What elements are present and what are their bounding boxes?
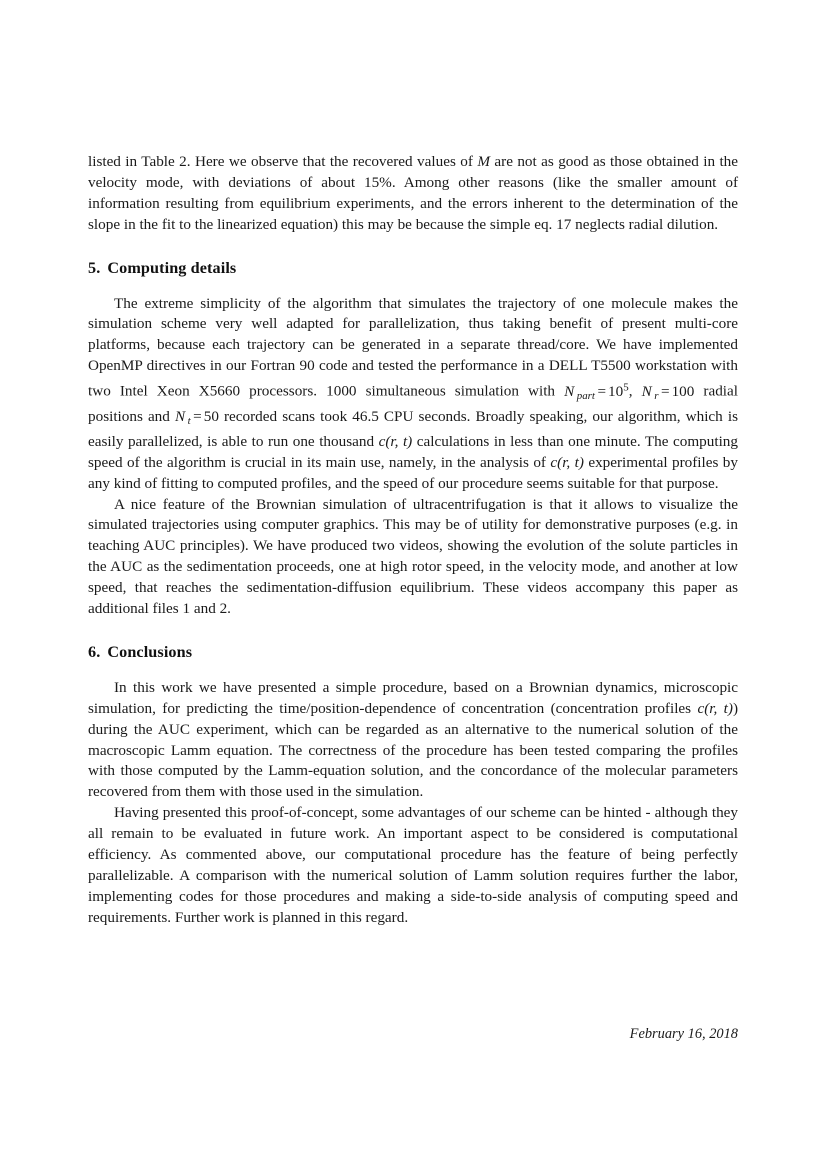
page-text-column xyxy=(88,152,738,929)
paragraph-text-segment: radial positions and xyxy=(88,382,738,425)
math-exponent: 5 xyxy=(623,381,629,394)
math-expression-concentration-2: c(r, t) xyxy=(550,453,584,471)
section-number: 6. xyxy=(88,642,101,661)
paragraph-computing-performance xyxy=(88,294,738,495)
paragraph-text-segment: listed in Table 2. Here we observe that the recovered values of xyxy=(88,153,478,170)
paragraph-text-segment: In this work we have presented a simple procedure, based on a Brownian dynamics, microscopic simulation, for predicting the time/position-dependence of concentration (concentration profiles xyxy=(88,678,738,717)
paragraph-text-segment: recorded scans took 46.5 CPU seconds. Broadly speaking, our algorithm, which is easily parallelized, is able to run one thousand xyxy=(88,407,738,450)
math-subscript: r xyxy=(654,389,659,402)
math-expression-n-r xyxy=(642,383,695,400)
paragraph-conclusions-summary xyxy=(88,678,738,803)
math-operator: = xyxy=(660,382,670,400)
spacer xyxy=(88,663,738,678)
math-variable-M: M xyxy=(477,153,490,170)
spacer xyxy=(88,620,738,642)
math-value: 100 xyxy=(671,382,695,400)
document-date: February 16, 2018 xyxy=(629,1026,738,1042)
section-title: Conclusions xyxy=(107,642,193,661)
section-heading-computing-details xyxy=(88,258,738,279)
section-heading-conclusions xyxy=(88,642,738,663)
math-symbol: N xyxy=(174,407,186,425)
math-symbol: N xyxy=(564,382,575,400)
paragraph-text-segment: are not as good as those obtained in the velocity mode, with deviations of about 15%. Among other reasons (like the smaller amount of information resulting from equilibrium experiments, and the errors inherent to the determination of the slope in the fit to the linearized equation) this may be because the simple eq. 17 neglects radial dilution. xyxy=(88,153,738,233)
paragraph-text-segment: , xyxy=(628,382,642,400)
paragraph-continuation-table2 xyxy=(88,152,738,236)
math-expression-concentration-3: c(r, t) xyxy=(697,699,733,717)
paragraph-text-segment: calculations in less than one minute. The computing speed of the algorithm is crucial in its main use, namely, in the analysis of xyxy=(88,432,738,471)
math-value-base: 10 xyxy=(608,382,624,400)
paragraph-text-segment: ) during the AUC experiment, which can be regarded as an alternative to the numerical solution of the macroscopic Lamm equation. The correctness of the procedure has been tested comparing the profiles with those computed by the Lamm-equation solution, and the concordance of the molecular parameters recovered from them with those used in the simulation. xyxy=(88,699,738,801)
section-title: Computing details xyxy=(107,258,237,277)
paragraph-text-segment: experimental profiles by any kind of fitting to computed profiles, and the speed of our procedure seems suitable for that purpose. xyxy=(88,453,738,492)
math-operator: = xyxy=(597,382,607,400)
paragraph-text-segment: The extreme simplicity of the algorithm that simulates the trajectory of one molecule makes the simulation scheme very well adapted for parallelization, thus taking benefit of present multi-core platforms, because each trajectory can be generated in a separate thread/core. We have implemented OpenMP directives in our Fortran 90 code and tested the performance in a DELL T5500 workstation with two Intel Xeon X5660 processors. 1000 simultaneous simulation with xyxy=(88,294,738,400)
math-symbol: N xyxy=(641,382,652,400)
section-number: 5. xyxy=(88,258,101,277)
math-expression-n-t xyxy=(175,408,219,425)
math-value: 50 xyxy=(203,407,219,425)
paragraph-conclusions-future-work: Having presented this proof-of-concept, some advantages of our scheme can be hinted - although they all remain to be evaluated in future work. An important aspect to be considered is computational efficiency. As commented above, our computational procedure has the feature of being perfectly parallelizable. A comparison with the numerical solution of Lamm solution requires further the labor, implementing codes for those procedures and making a side-to-side analysis of computing speed and requirements. Further work is planned in this regard. xyxy=(88,804,738,926)
paragraph-brownian-visualization: A nice feature of the Brownian simulation of ultracentrifugation is that it allows to visualize the simulated trajectories using computer graphics. This may be of utility for demonstrative purposes (e.g. in teaching AUC principles). We have produced two videos, showing the evolution of the solute particles in the AUC as the sedimentation proceeds, one at high rotor speed, in the velocity mode, and another at low speed, that reaches the sedimentation-diffusion equilibrium. These videos accompany this paper as additional files 1 and 2. xyxy=(88,495,738,618)
math-expression-n-part xyxy=(564,383,629,400)
math-subscript: t xyxy=(187,414,191,427)
math-operator: = xyxy=(193,407,202,425)
math-expression-concentration-1: c(r, t) xyxy=(378,432,413,450)
spacer xyxy=(88,236,738,258)
spacer xyxy=(88,279,738,294)
math-subscript: part xyxy=(576,389,595,402)
